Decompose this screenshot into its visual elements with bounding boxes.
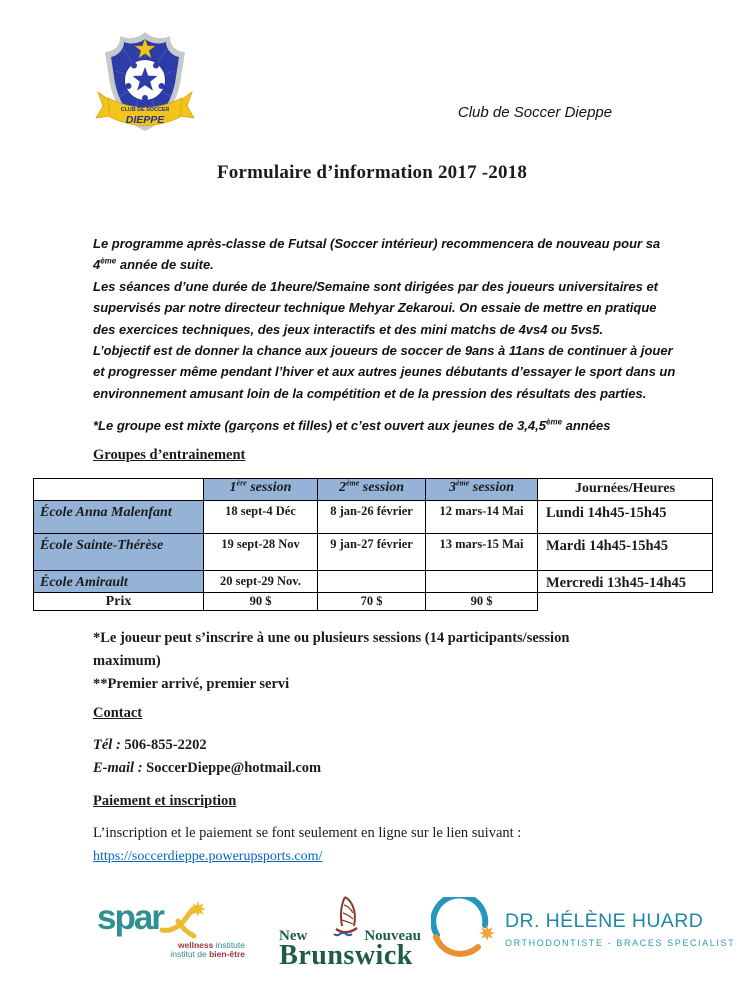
- mixed-group-note: *Le groupe est mixte (garçons et filles) et c’est ouvert aux jeunes de 3,4,5ème années: [93, 417, 611, 433]
- huard-name-text: DR. HÉLÈNE HUARD: [505, 910, 704, 932]
- superscript: ème: [100, 257, 117, 267]
- ribbon-text-dieppe: DIEPPE: [125, 114, 165, 126]
- intro-line: Les séances d’une durée de 1heure/Semaine sont dirigées par des joueurs universitaires et: [93, 278, 658, 294]
- payment-instruction: L’inscription et le paiement se font seulement en ligne sur le lien suivant :: [93, 825, 522, 841]
- day-time-cell: Mardi 14h45-15h45: [538, 534, 713, 571]
- spark-wellness-logo: [97, 898, 257, 959]
- table-corner-cell: [34, 479, 204, 501]
- phone-label: Tél :: [93, 737, 121, 753]
- day-time-cell: Lundi 14h45-15h45: [538, 501, 713, 534]
- session-date-cell: 12 mars-14 Mai: [426, 501, 538, 534]
- intro-line: supervisés par notre directeur technique Mehyar Zekaroui. On essaie de mettre en pratique: [93, 300, 657, 316]
- session-date-cell: 13 mars-15 Mai: [426, 534, 538, 571]
- club-name-text: Club de Soccer Dieppe: [457, 104, 613, 121]
- spark-tagline-1: wellness institute: [177, 940, 245, 950]
- phone-line: [93, 737, 207, 754]
- days-hours-header: Journées/Heures: [538, 479, 713, 501]
- note-line: maximum): [93, 653, 161, 669]
- sailboat-icon: [326, 893, 366, 939]
- superscript: ème: [546, 417, 563, 427]
- intro-paragraph: [93, 233, 675, 404]
- note-line: *Le joueur peut s’inscrire à une ou plusieurs sessions (14 participants/session: [93, 630, 570, 646]
- email-address: SoccerDieppe@hotmail.com: [146, 760, 322, 776]
- session-date-cell: [318, 571, 426, 593]
- huard-subtitle-text: ORTHODONTISTE - BRACES SPECIALIST: [505, 938, 736, 948]
- contact-heading: Contact: [93, 705, 143, 721]
- day-time-cell: Mercredi 13h45-14h45: [538, 571, 713, 593]
- spark-wordmark: spar: [97, 898, 163, 937]
- training-groups-heading: Groupes d’entrainement: [93, 447, 246, 463]
- nb-brunswick-text: Brunswick: [279, 940, 413, 971]
- payment-heading: Paiement et inscription: [93, 793, 237, 809]
- price-cell: 90 $: [426, 593, 538, 611]
- price-label-cell: Prix: [34, 593, 204, 611]
- helene-huard-logo: [431, 897, 735, 961]
- new-brunswick-logo: [271, 893, 421, 979]
- session-date-cell: 20 sept-29 Nov.: [204, 571, 318, 593]
- registration-link[interactable]: https://soccerdieppe.powerupsports.com/: [93, 849, 323, 864]
- intro-line: Le programme après-classe de Futsal (Soccer intérieur) recommencera de nouveau pour sa: [93, 236, 661, 251]
- empty-bottom-right-cell: [538, 593, 713, 611]
- school-cell: École Anna Malenfant: [34, 501, 204, 534]
- session-date-cell: [426, 571, 538, 593]
- club-crest-logo: [94, 27, 196, 139]
- spark-tagline-2: institut de bien-être: [170, 949, 245, 959]
- email-line: [93, 760, 321, 777]
- intro-line: environnement amusant loin de la compétition et de la pression des résultats des parties.: [93, 385, 647, 401]
- superscript: ème: [455, 479, 470, 488]
- email-label: E-mail :: [93, 760, 143, 776]
- intro-line: 4ème année de suite.: [93, 257, 214, 273]
- intro-line: et progresser même pendant l’hiver et aux autres jeunes débutants d’essayer le sport dans un: [93, 364, 676, 380]
- smile-arcs-icon: [431, 897, 495, 961]
- intro-line: des exercices techniques, des jeux interactifs et des mini matchs de 4vs4 ou 5vs5.: [93, 321, 604, 337]
- intro-line: L’objectif est de donner la chance aux joueurs de soccer de 9ans à 11ans de continuer à jouer: [93, 343, 673, 359]
- session-date-cell: 8 jan-26 février: [318, 501, 426, 534]
- training-sessions-table: [33, 478, 713, 611]
- note-line: **Premier arrivé, premier servi: [93, 676, 290, 692]
- ribbon-left-flare: [96, 92, 110, 118]
- superscript: ème: [345, 479, 360, 488]
- session1-header: 1ère session: [204, 479, 318, 501]
- school-cell: École Amirault: [34, 571, 204, 593]
- phone-number: 506-855-2202: [124, 737, 207, 753]
- school-cell: École Sainte-Thérèse: [34, 534, 204, 571]
- superscript: ère: [236, 479, 247, 488]
- page-title: Formulaire d’information 2017 -2018: [216, 162, 528, 183]
- price-cell: 70 $: [318, 593, 426, 611]
- session2-header: 2ème session: [318, 479, 426, 501]
- ribbon-text-club: CLUB DE SOCCER: [120, 107, 170, 113]
- spark-swoosh-icon: [160, 901, 208, 941]
- nb-new-text: New: [279, 928, 308, 944]
- session-date-cell: 9 jan-27 février: [318, 534, 426, 571]
- ribbon-right-flare: [180, 92, 194, 118]
- session-date-cell: 18 sept-4 Déc: [204, 501, 318, 534]
- nb-nouveau-text: Nouveau: [364, 928, 421, 944]
- price-cell: 90 $: [204, 593, 318, 611]
- session3-header: 3ème session: [426, 479, 538, 501]
- registration-notes: [93, 627, 569, 696]
- session-date-cell: 19 sept-28 Nov: [204, 534, 318, 571]
